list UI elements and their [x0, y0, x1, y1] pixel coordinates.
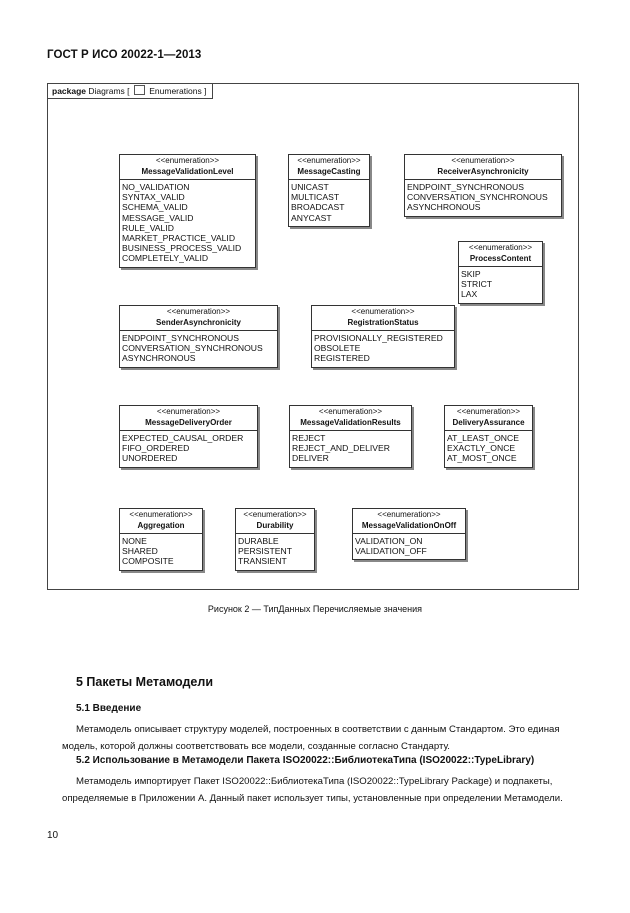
frame-path: Diagrams [: [88, 86, 130, 96]
enum-literal: LAX: [461, 289, 478, 300]
subsection-title-5-2: 5.2 Использование в Метамодели Пакета ISO20022::БиблиотекаТипа (ISO20022::TypeLibrary): [76, 755, 535, 766]
class-durability: [235, 508, 315, 571]
class-stereotype: <<enumeration>>: [156, 407, 221, 416]
enum-literal: NONE: [122, 536, 147, 546]
class-delivery-assurance: [444, 405, 533, 468]
class-message-casting: [288, 154, 370, 227]
enum-literal: RULE_VALID: [122, 222, 174, 233]
class-name: DeliveryAssurance: [452, 418, 525, 427]
enum-literal: NO_VALIDATION: [122, 182, 190, 192]
enum-literal: ENDPOINT_SYNCHRONOUS: [407, 182, 524, 192]
class-name: ReceiverAsynchronicity: [437, 167, 529, 176]
enum-literal: EXPECTED_CAUSAL_ORDER: [122, 433, 244, 443]
class-stereotype: <<enumeration>>: [318, 407, 383, 416]
class-message-validation-level: [119, 154, 256, 268]
class-name: MessageValidationLevel: [141, 167, 234, 176]
enum-literal: SHARED: [122, 546, 158, 557]
enum-literal: VALIDATION_ON: [355, 536, 423, 546]
class-name: MessageValidationOnOff: [361, 521, 457, 530]
class-message-validation-on-off: [352, 508, 466, 560]
diagram-frame-tab: [48, 84, 213, 99]
frame-name: Enumerations ]: [149, 86, 207, 96]
enum-literal: SCHEMA_VALID: [122, 202, 188, 213]
class-name: RegistrationStatus: [347, 318, 419, 327]
diagram-icon: [134, 85, 145, 95]
enum-literal: OBSOLETE: [314, 343, 361, 354]
enum-literal: MARKET_PRACTICE_VALID: [122, 233, 236, 244]
class-stereotype: <<enumeration>>: [129, 510, 193, 519]
figure-caption: Рисунок 2 — ТипДанных Перечисляемые значения: [207, 604, 423, 614]
enum-literal: EXACTLY_ONCE: [447, 443, 516, 454]
enum-literal: ASYNCHRONOUS: [122, 353, 196, 364]
enum-literal: ANYCAST: [291, 212, 332, 223]
class-stereotype: <<enumeration>>: [456, 407, 521, 416]
page-number: 10: [47, 830, 59, 841]
enum-literal: COMPOSITE: [122, 556, 174, 567]
class-stereotype: <<enumeration>>: [155, 156, 220, 165]
enum-literal: REJECT_AND_DELIVER: [292, 443, 390, 454]
enum-literal: CONVERSATION_SYNCHRONOUS: [122, 343, 263, 354]
enum-literal: AT_MOST_ONCE: [447, 453, 517, 464]
enum-literal: PROVISIONALLY_REGISTERED: [314, 333, 443, 343]
enum-literal: REJECT: [292, 433, 326, 443]
class-receiver-asynchronicity: [404, 154, 562, 217]
enum-literal: FIFO_ORDERED: [122, 443, 190, 454]
enum-literal: UNORDERED: [122, 453, 178, 464]
class-message-validation-results: [289, 405, 412, 468]
frame-kind: package: [52, 86, 87, 96]
class-name: MessageCasting: [297, 167, 361, 176]
class-stereotype: <<enumeration>>: [451, 156, 515, 165]
class-name: Durability: [256, 521, 294, 530]
class-process-content: [458, 241, 543, 304]
class-aggregation: [119, 508, 203, 571]
enum-literal: TRANSIENT: [238, 556, 287, 567]
class-stereotype: <<enumeration>>: [468, 243, 533, 252]
enum-literal: PERSISTENT: [238, 546, 292, 557]
enum-literal: UNICAST: [291, 182, 329, 192]
enum-literal: DURABLE: [238, 536, 279, 546]
class-stereotype: <<enumeration>>: [166, 307, 231, 316]
class-sender-asynchronicity: [119, 305, 278, 368]
class-stereotype: <<enumeration>>: [377, 510, 441, 519]
class-stereotype: <<enumeration>>: [297, 156, 361, 165]
class-name: ProcessContent: [469, 254, 532, 263]
enum-literal: MULTICAST: [291, 192, 340, 203]
class-name: MessageDeliveryOrder: [145, 418, 232, 427]
subsection-title-5-1: 5.1 Введение: [76, 703, 142, 714]
paragraph-5-2: Метамодель импортирует Пакет ISO20022::БиблиотекаТипа (ISO20022::TypeLibrary Package) и подпакеты, определяемые в Приложении А. Данный пакет использует типы, установленные при определении Метамодели.: [62, 776, 563, 804]
document-header: ГОСТ Р ИСО 20022-1—2013: [47, 49, 202, 61]
enum-literal: SYNTAX_VALID: [122, 192, 185, 203]
class-name: MessageValidationResults: [300, 418, 401, 427]
class-name: Aggregation: [137, 521, 185, 530]
enum-literal: DELIVER: [292, 453, 329, 464]
class-stereotype: <<enumeration>>: [351, 307, 415, 316]
paragraph-5-1: Метамодель описывает структуру моделей, построенных в соответствии с данным Стандартом. Это единая модель, которой должны соответствовать все модели, созданные согласно Стандарту.: [62, 724, 560, 752]
enum-literal: SKIP: [461, 269, 481, 279]
enum-literal: AT_LEAST_ONCE: [447, 433, 519, 443]
class-message-delivery-order: [119, 405, 258, 468]
class-name: SenderAsynchronicity: [156, 318, 241, 327]
enum-literal: BUSINESS_PROCESS_VALID: [122, 243, 242, 254]
enum-literal: MESSAGE_VALID: [122, 212, 194, 223]
class-registration-status: [311, 305, 455, 368]
enum-literal: VALIDATION_OFF: [355, 546, 427, 557]
section-title: 5 Пакеты Метамодели: [76, 675, 214, 689]
enum-literal: REGISTERED: [314, 353, 370, 364]
enum-literal: STRICT: [461, 279, 493, 290]
enum-literal: ASYNCHRONOUS: [407, 202, 481, 213]
enum-literal: BROADCAST: [291, 202, 345, 213]
enum-literal: ENDPOINT_SYNCHRONOUS: [122, 333, 239, 343]
enum-literal: COMPLETELY_VALID: [122, 253, 209, 264]
enum-literal: CONVERSATION_SYNCHRONOUS: [407, 192, 548, 203]
class-stereotype: <<enumeration>>: [243, 510, 307, 519]
